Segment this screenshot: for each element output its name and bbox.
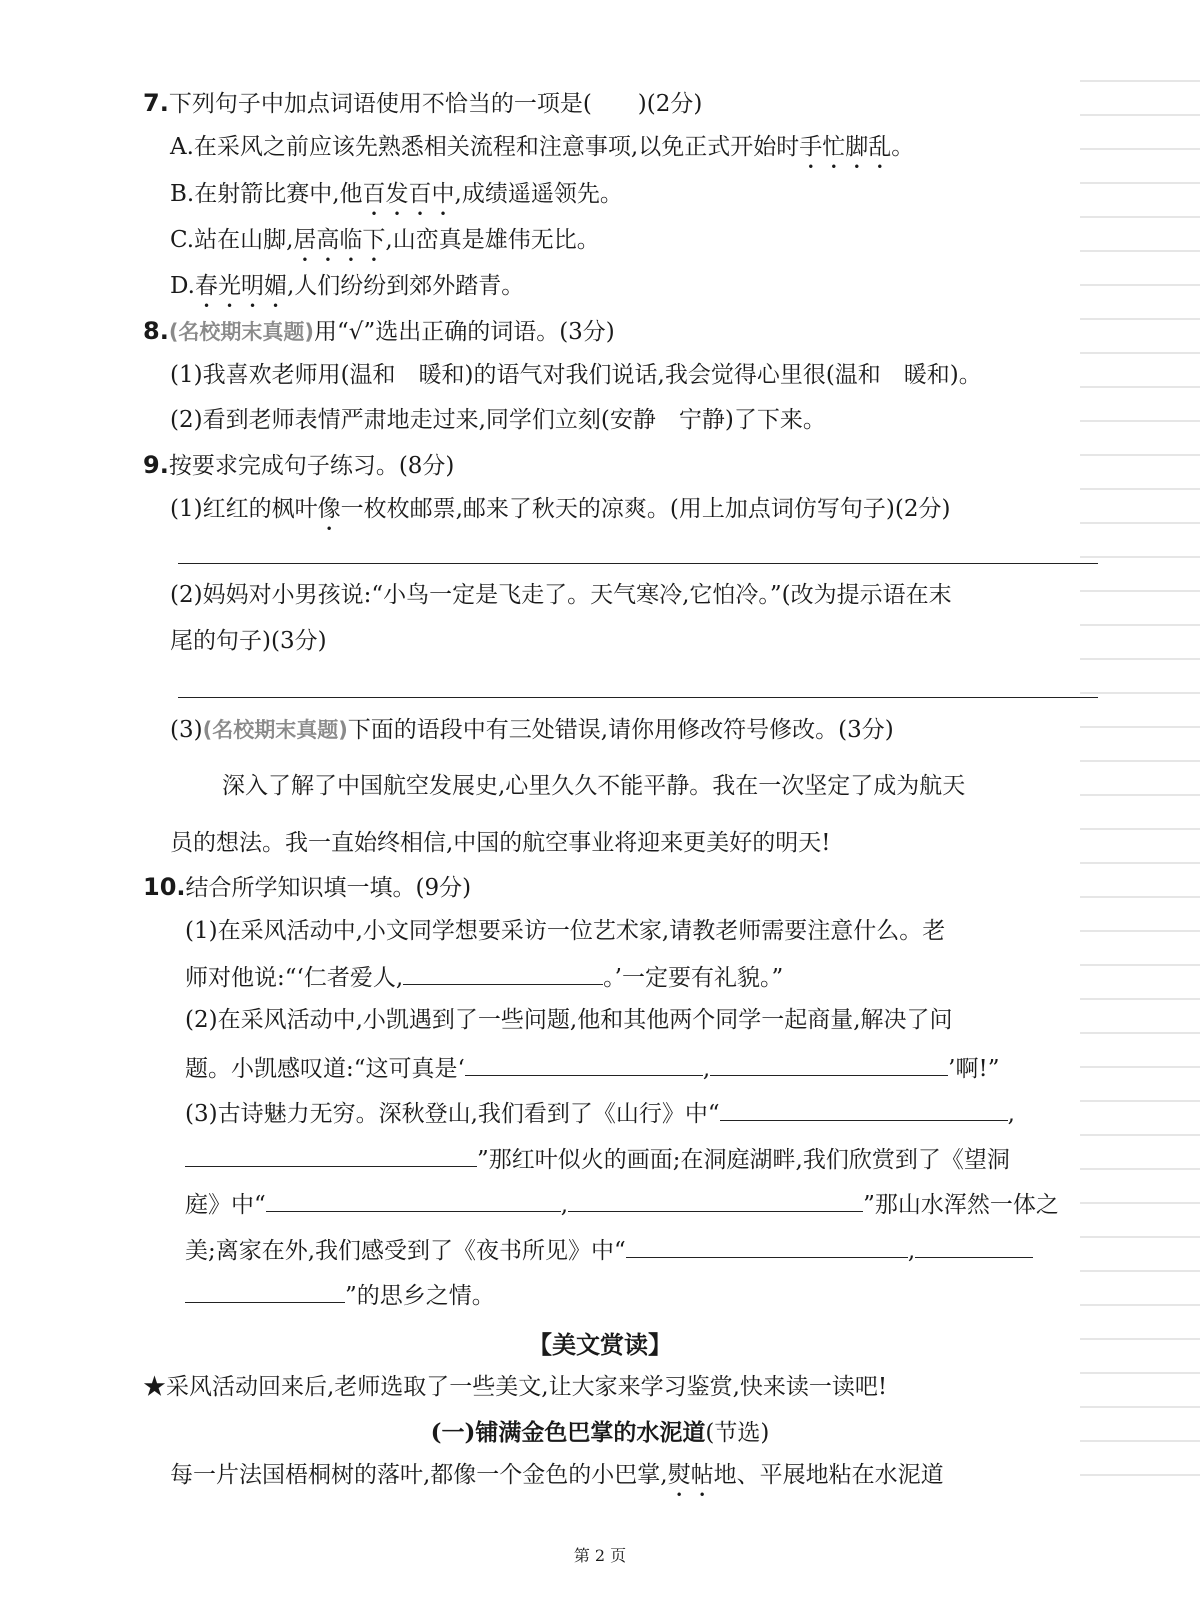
q10-item-3-line3: 庭》中“ , ”那山水浑然一体之 <box>185 1185 1059 1222</box>
fill-blank[interactable] <box>185 1140 477 1167</box>
q8-item-1: (1)我喜欢老师用(温和 暖和)的语气对我们说话,我会觉得心里很(温和 暖和)。 <box>170 362 982 388</box>
q7-option-c: C.站在山脚,居高临下,山峦真是雄伟无比。 <box>170 227 600 253</box>
q10-item-1-line1: (1)在采风活动中,小文同学想要采访一位艺术家,请教老师需要注意什么。老 <box>185 918 946 944</box>
source-tag: (名校期末真题) <box>202 718 348 742</box>
q9-item-3: (3)(名校期末真题)下面的语段中有三处错误,请你用修改符号修改。(3分) <box>170 717 894 743</box>
q7-number: 7. <box>143 89 169 117</box>
q10-item-3-line1: (3)古诗魅力无穷。深秋登山,我们看到了《山行》中“ , <box>185 1094 1015 1131</box>
reading-intro: ★采风活动回来后,老师选取了一些美文,让大家来学习鉴赏,快来读一读吧! <box>143 1374 888 1400</box>
q9-passage-line1: 深入了解了中国航空发展史,心里久久不能平静。我在一次坚定了成为航天 <box>222 773 966 799</box>
fill-blank[interactable] <box>266 1185 561 1212</box>
q9-item-1: (1)红红的枫叶像一枚枚邮票,邮来了秋天的凉爽。(用上加点词仿写句子)(2分) <box>170 496 951 522</box>
q9-passage-line2: 员的想法。我一直始终相信,中国的航空事业将迎来更美好的明天! <box>170 830 831 856</box>
dotted-word: 熨帖 <box>667 1462 714 1488</box>
q9-stem-text: 按要求完成句子练习。(8分) <box>168 453 455 479</box>
q7-stem <box>143 86 702 121</box>
q9-item-2-line2: 尾的句子)(3分) <box>170 628 327 654</box>
page-number: 第 2 页 <box>573 1546 627 1565</box>
q7-stem-text: 下列句子中加点词语使用不恰当的一项是( )(2分) <box>168 91 703 117</box>
q7-option-a: A.在采风之前应该先熟悉相关流程和注意事项,以免正式开始时手忙脚乱。 <box>170 134 915 160</box>
q8-stem <box>143 314 615 349</box>
dotted-word: 百发百中 <box>362 181 455 207</box>
dotted-word: 居高临下 <box>293 227 386 253</box>
section-title: 【美文赏读】 <box>528 1331 672 1359</box>
fill-blank[interactable] <box>915 1231 1033 1258</box>
answer-line-q9-2[interactable] <box>178 697 1098 698</box>
q7-option-d: D.春光明媚,人们纷纷到郊外踏青。 <box>170 273 525 299</box>
q9-stem <box>143 448 454 483</box>
q10-item-2-line2: 题。小凯感叹道:“这可真是‘ , ’啊!” <box>185 1049 999 1086</box>
q10-item-3-line4: 美;离家在外,我们感受到了《夜书所见》中“ , <box>185 1231 1033 1268</box>
q9-number: 9. <box>143 451 169 479</box>
fill-blank[interactable] <box>185 1276 345 1303</box>
fill-blank[interactable] <box>403 958 603 985</box>
dotted-word: 春光明媚 <box>194 273 287 299</box>
q10-item-3-line2: ”那红叶似火的画面;在洞庭湖畔,我们欣赏到了《望洞 <box>185 1140 1010 1177</box>
q8-item-2: (2)看到老师表情严肃地走过来,同学们立刻(安静 宁静)了下来。 <box>170 407 826 433</box>
fill-blank[interactable] <box>465 1049 703 1076</box>
q10-stem <box>143 870 471 905</box>
fill-blank[interactable] <box>720 1094 1008 1121</box>
dotted-word: 像 <box>317 496 341 522</box>
fill-blank[interactable] <box>710 1049 948 1076</box>
passage-title: (一)铺满金色巴掌的水泥道(节选) <box>430 1419 770 1446</box>
source-tag: (名校期末真题) <box>168 320 315 344</box>
passage-paragraph: 每一片法国梧桐树的落叶,都像一个金色的小巴掌,熨帖地、平展地粘在水泥道 <box>170 1462 944 1488</box>
q8-number: 8. <box>143 317 169 345</box>
fill-blank[interactable] <box>568 1185 863 1212</box>
answer-line-q9-1[interactable] <box>178 563 1098 564</box>
q10-item-2-line1: (2)在采风活动中,小凯遇到了一些问题,他和其他两个同学一起商量,解决了问 <box>185 1007 953 1033</box>
q10-number: 10. <box>143 873 186 901</box>
q10-item-1-line2: 师对他说:“‘仁者爱人, 。’一定要有礼貌。” <box>185 958 783 995</box>
q7-option-b: B.在射箭比赛中,他百发百中,成绩遥遥领先。 <box>170 181 623 207</box>
q9-item-2-line1: (2)妈妈对小男孩说:“小鸟一定是飞走了。天气寒冷,它怕冷。”(改为提示语在末 <box>170 582 952 608</box>
q10-stem-text: 结合所学知识填一填。(9分) <box>185 875 472 901</box>
q8-stem-text: 用“√”选出正确的词语。(3分) <box>314 319 615 345</box>
fill-blank[interactable] <box>626 1231 908 1258</box>
dotted-word: 手忙脚乱 <box>799 134 892 160</box>
q10-item-3-line5: ”的思乡之情。 <box>185 1276 495 1313</box>
bleed-through-shadow <box>1080 80 1200 1480</box>
